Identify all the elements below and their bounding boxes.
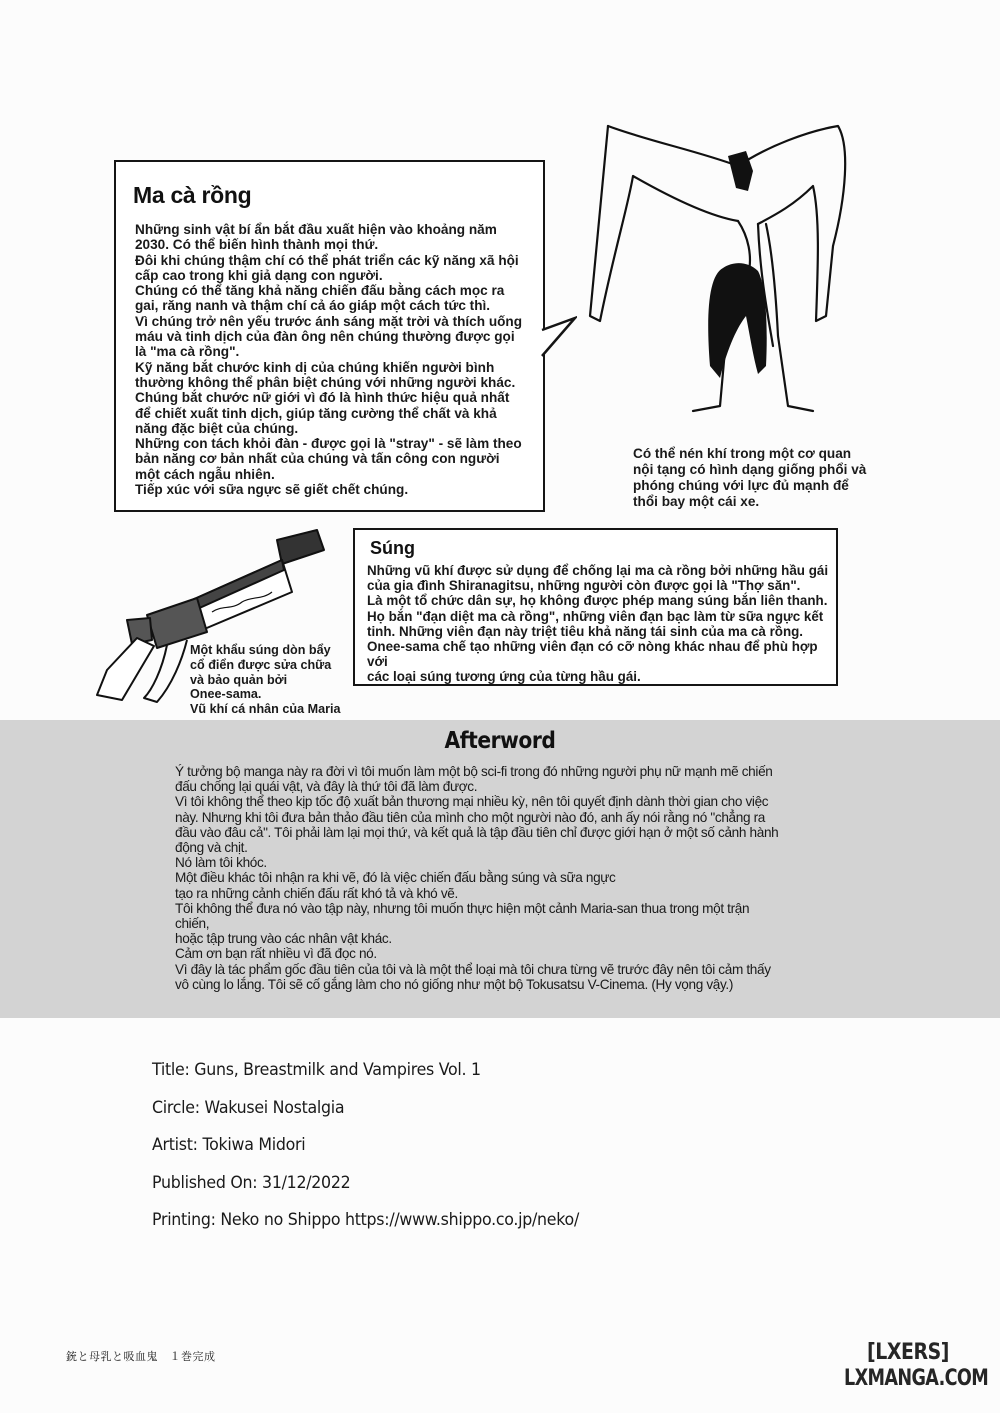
creature-caption-line: nội tạng có hình dạng giống phổi và	[633, 462, 867, 477]
gun-body-line: của gia đình Shiranagitsu, những người còn được gọi là "Thợ săn".	[367, 578, 801, 594]
afterword-line: động và chịt.	[175, 840, 248, 856]
gun-body-line: Những vũ khí được sử dụng để chống lại ma cà rồng bởi những hầu gái	[367, 563, 829, 578]
afterword-line: vô cùng lo lắng. Tôi sẽ cố gắng làm cho nó giống như một bộ Tokusatsu V-Cinema. (Hy vọng vậy.)	[175, 976, 734, 992]
vampire-body-line: Tiếp xúc với sữa ngực sẽ giết chết chúng.	[135, 482, 409, 498]
vampire-body-line: 2030. Có thể biến hình thành mọi thứ.	[135, 237, 379, 253]
vampire-info-box	[114, 160, 545, 512]
vampire-body-line: một cách ngẫu nhiên.	[135, 466, 275, 482]
afterword-body	[175, 764, 875, 992]
rifle-caption-line: và bảo quản bởi	[190, 672, 288, 687]
credits-block	[152, 1058, 611, 1246]
gun-body-line: Onee-sama chế tạo những viên đạn có cỡ nòng khác nhau để phù hợp với	[367, 639, 818, 670]
vampire-body-line: cấp cao trong khi giả dạng con người.	[135, 267, 383, 283]
vampire-body-line: để chiết xuất tinh dịch, giúp tăng cường thể chất và khả	[135, 405, 497, 421]
vampire-body-line: Những sinh vật bí ẩn bắt đầu xuất hiện vào khoảng năm	[135, 222, 497, 237]
afterword-line: Cảm ơn bạn rất nhiều vì đã đọc nó.	[175, 946, 377, 962]
creature-caption-line: Có thể nén khí trong một cơ quan	[633, 446, 852, 461]
watermark-group-name: [LXERS]	[866, 1340, 950, 1365]
vampire-body-line: là "ma cà rồng".	[135, 344, 240, 360]
afterword-line: Vì tôi không thể theo kịp tốc độ xuất bản thương mại nhiều kỳ, nên tôi quyết định dành thời gian cho việc	[175, 794, 769, 810]
rifle-caption-line: Vũ khí cá nhân của Maria	[190, 702, 341, 717]
gun-body-line: tinh. Những viên đạn này triệt tiêu khả năng tái sinh của ma cà rồng.	[367, 623, 804, 639]
gun-body-line: Là một tổ chức dân sự, họ không được phép mang súng bắn liên thanh.	[367, 593, 828, 609]
vampire-section-body	[135, 222, 540, 497]
credit-printing: Printing: Neko no Shippo https://www.shippo.co.jp/neko/	[152, 1210, 580, 1230]
gun-info-box	[353, 528, 838, 686]
afterword-line: Nó làm tôi khóc.	[175, 855, 267, 871]
vampire-body-line: Vì chúng trở nên yếu trước ánh sáng mặt trời và thích uống	[135, 313, 523, 329]
gun-section-title: Súng	[370, 538, 415, 558]
gun-body-line: các loại súng tương ứng của từng hầu gái.	[367, 669, 641, 685]
creature-caption-line: phóng chúng với lực đủ mạnh để	[633, 478, 849, 493]
afterword-line: Ý tưởng bộ manga này ra đời vì tôi muốn làm một bộ sci-fi trong đó những người phụ nữ mạnh mẽ chiến	[175, 764, 773, 779]
gun-section-body	[367, 563, 837, 685]
afterword-section	[0, 720, 1000, 1018]
rifle-caption-line: Một khẩu súng dòn bẩy	[190, 643, 331, 657]
speech-bubble-tail	[541, 316, 577, 372]
rifle-caption	[190, 643, 360, 717]
vampire-section-title: Ma cà rồng	[133, 182, 252, 208]
afterword-title: Afterword	[444, 728, 556, 754]
afterword-line: này. Nhưng khi tôi đưa bản thảo đầu tiên của mình cho một người nào đó, anh ấy nói rằng nó "chẳng ra	[175, 809, 765, 825]
watermark-site-name: LXMANGA.COM	[844, 1366, 989, 1391]
vampire-body-line: Chúng có thể tăng khả năng chiến đấu bằng cách mọc ra	[135, 283, 505, 299]
afterword-line: hoặc tập trung vào các nhân vật khác.	[175, 931, 392, 947]
afterword-line: đấu chống lại quái vật, và đây là thứ tôi đã làm được.	[175, 779, 478, 795]
vampire-body-line: máu và tinh dịch của đàn ông nên chúng thường được gọi	[135, 329, 515, 345]
site-watermark	[828, 1340, 988, 1392]
vampire-body-line: Kỹ năng bắt chước kinh dị của chúng khiến người bình	[135, 359, 495, 375]
afterword-line: Một điều khác tôi nhận ra khi vẽ, đó là việc chiến đấu bằng súng và sữa ngực	[175, 870, 616, 886]
credit-title: Title: Guns, Breastmilk and Vampires Vol. 1	[152, 1060, 481, 1080]
rifle-caption-line: Onee-sama.	[190, 687, 262, 702]
afterword-line: đầu vào đâu cả". Tôi phải làm lại mọi thứ, và kết quả là tập đầu tiên chỉ được giới hạn ở một số cảnh hành	[175, 824, 779, 840]
afterword-line: chiến,	[175, 916, 210, 932]
vampire-body-line: năng đặc biệt của chúng.	[135, 420, 299, 436]
afterword-line: tạo ra những cảnh chiến đấu rất khó tả và khó vẽ.	[175, 885, 458, 901]
credit-artist: Artist: Tokiwa Midori	[152, 1135, 306, 1155]
creature-illustration	[588, 116, 868, 436]
japanese-footer-caption: 銃と母乳と吸血鬼 １巻完成	[66, 1350, 216, 1363]
gun-body-line: Họ bắn "đạn diệt ma cà rồng", những viên đạn bạc làm từ sữa ngực kết	[367, 608, 824, 624]
afterword-line: Vì đây là tác phẩm gốc đầu tiên của tôi và là một thể loại mà tôi chưa từng vẽ trước đây nên tôi cảm thấy	[175, 961, 771, 977]
vampire-body-line: Những con tách khỏi đàn - được gọi là "stray" - sẽ làm theo	[135, 436, 522, 452]
creature-caption-line: thổi bay một cái xe.	[633, 494, 760, 509]
vampire-body-line: gai, răng nanh và thậm chí cả áo giáp một cách tức thì.	[135, 298, 491, 314]
vampire-body-line: bản năng cơ bản nhất của chúng và tấn công con người	[135, 451, 500, 467]
vampire-body-line: Chúng bắt chước nữ giới vì đó là hình thức hiệu quả nhất	[135, 390, 510, 406]
creature-caption	[633, 446, 893, 510]
afterword-line: Tôi không thể đưa nó vào tập này, nhưng tôi muốn thực hiện một cảnh Maria-san thua trong một trận	[175, 900, 750, 916]
credit-circle: Circle: Wakusei Nostalgia	[152, 1097, 345, 1118]
vampire-body-line: thường không thể phân biệt chúng với những người khác.	[135, 374, 516, 390]
vampire-body-line: Đôi khi chúng thậm chí có thể phát triển các kỹ năng xã hội	[135, 252, 519, 268]
credit-published: Published On: 31/12/2022	[152, 1172, 351, 1193]
rifle-caption-line: cổ điển được sửa chữa	[190, 657, 332, 672]
